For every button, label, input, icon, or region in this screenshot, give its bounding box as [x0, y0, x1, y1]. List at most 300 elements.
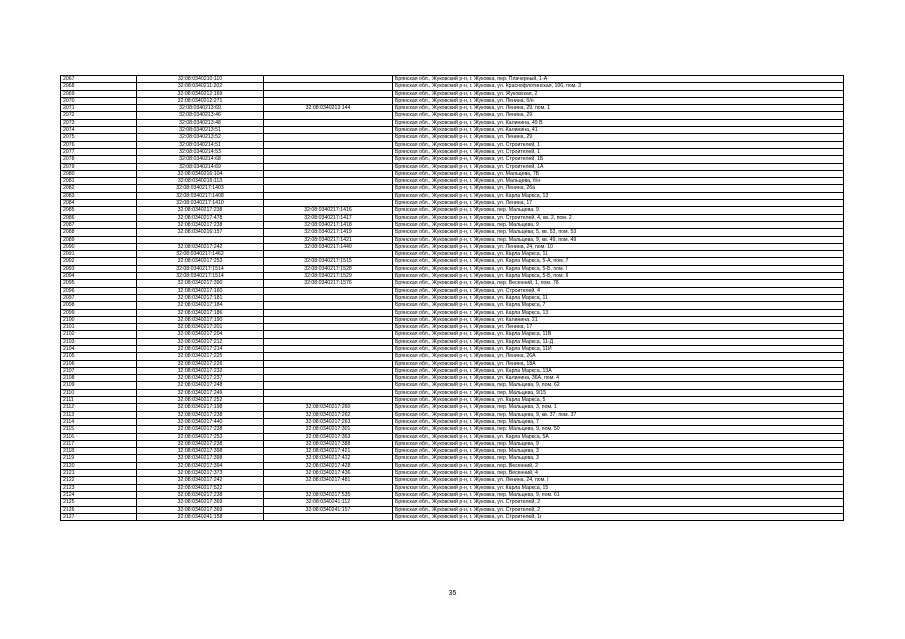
table-row	[61, 170, 844, 177]
cadastral-number-cell: 32:08:0340217:237	[137, 375, 264, 382]
table-row	[61, 499, 844, 506]
address-cell: Брянская обл., Жуковский р-н, г. Жуковка, ул. Ленина, 24, пом. I	[393, 477, 844, 484]
row-number-cell: 2068	[61, 83, 137, 90]
cadastral-number-cell: 32:08:0340214:69	[137, 163, 264, 170]
cadastral-number-cell: 32:08:0340217:1410	[137, 200, 264, 207]
cadastral-number-cell: 32:08:0340217:242	[137, 243, 264, 250]
table-row	[61, 484, 844, 491]
sub-object-number-cell	[264, 119, 393, 126]
table-row	[61, 127, 844, 134]
row-number-cell: 2098	[61, 302, 137, 309]
sub-object-number-cell: 32:08:0340217:1440	[264, 243, 393, 250]
table-row	[61, 90, 844, 97]
sub-object-number-cell: 32:08:0340217:1419	[264, 229, 393, 236]
sub-object-number-cell	[264, 375, 393, 382]
address-cell: Брянская обл., Жуковский р-н, г. Жуковка, ул. Карла Маркса, 13	[393, 192, 844, 199]
row-number-cell: 2089	[61, 236, 137, 243]
address-cell: Брянская обл., Жуковский р-н, г. Жуковка, ул. Карла Маркса, 7	[393, 302, 844, 309]
sub-object-number-cell	[264, 484, 393, 491]
cadastral-number-cell: 32:08:0340217:238	[137, 426, 264, 433]
address-cell: Брянская обл., Жуковский р-н, г. Жуковка, ул. Карла Маркса, 5-А, пом. 7	[393, 258, 844, 265]
sub-object-number-cell	[264, 163, 393, 170]
sub-object-number-cell	[264, 389, 393, 396]
table-row	[61, 433, 844, 440]
sub-object-number-cell	[264, 134, 393, 141]
row-number-cell: 2093	[61, 265, 137, 272]
row-number-cell: 2074	[61, 127, 137, 134]
address-cell: Брянская обл., Жуковский р-н, г. Жуковка, ул. Карла Маркса, 11	[393, 294, 844, 301]
sub-object-number-cell	[264, 331, 393, 338]
table-row	[61, 491, 844, 498]
row-number-cell: 2087	[61, 221, 137, 228]
row-number-cell: 2124	[61, 491, 137, 498]
row-number-cell: 2123	[61, 484, 137, 491]
sub-object-number-cell	[264, 513, 393, 520]
row-number-cell: 2125	[61, 499, 137, 506]
row-number-cell: 2085	[61, 207, 137, 214]
row-number-cell: 2108	[61, 375, 137, 382]
cadastral-number-cell: 32:08:0340217:1403	[137, 185, 264, 192]
sub-object-number-cell	[264, 192, 393, 199]
table-row	[61, 97, 844, 104]
row-number-cell: 2102	[61, 331, 137, 338]
address-cell: Брянская обл., Жуковский р-н, г. Жуковка, ул. Ленина, 29	[393, 134, 844, 141]
sub-object-number-cell: 32:08:0340217:1418	[264, 221, 393, 228]
sub-object-number-cell	[264, 397, 393, 404]
address-cell: Брянская обл., Жуковский р-н, г. Жуковка, пер. Мальцева, 9	[393, 221, 844, 228]
row-number-cell: 2067	[61, 76, 137, 83]
address-cell: Брянская обл., Жуковский р-н, г. Жуковка, пер. Мальцева, 5, кв. 53, пом. 53	[393, 229, 844, 236]
cadastral-number-cell: 32:08:0340214:68	[137, 156, 264, 163]
table-row	[61, 294, 844, 301]
table-row	[61, 105, 844, 112]
row-number-cell: 2114	[61, 418, 137, 425]
sub-object-number-cell: 32:08:0340217:421	[264, 448, 393, 455]
table-row	[61, 367, 844, 374]
sub-object-number-cell	[264, 360, 393, 367]
cadastral-number-cell: 32:08:0340217:398	[137, 455, 264, 462]
table-row	[61, 397, 844, 404]
row-number-cell: 2070	[61, 97, 137, 104]
cadastral-number-cell: 32:08:0340217:225	[137, 353, 264, 360]
sub-object-number-cell	[264, 141, 393, 148]
address-cell: Брянская обл., Жуковский р-н, г. Жуковка, ул. Ленина, 26А	[393, 353, 844, 360]
cadastral-number-cell: 32:08:0340217:369	[137, 506, 264, 513]
cadastral-number-cell: 32:08:0340214:51	[137, 141, 264, 148]
sub-object-number-cell	[264, 324, 393, 331]
cadastral-number-cell: 32:08:0340217:232	[137, 367, 264, 374]
address-cell: Брянская обл., Жуковский р-н, г. Жуковка, пер. Весенний, 2	[393, 462, 844, 469]
sub-object-number-cell	[264, 251, 393, 258]
sub-object-number-cell: 32:08:0340217:1515	[264, 258, 393, 265]
cadastral-number-cell: 32:08:0340241:158	[137, 513, 264, 520]
cadastral-number-cell: 32:08:0340217:390	[137, 280, 264, 287]
sub-object-number-cell: 32:08:0340217:1529	[264, 273, 393, 280]
sub-object-number-cell	[264, 200, 393, 207]
row-number-cell: 2122	[61, 477, 137, 484]
row-number-cell: 2092	[61, 258, 137, 265]
row-number-cell: 2096	[61, 287, 137, 294]
address-cell: Брянская обл., Жуковский р-н, г. Жуковка, пер. Мальцева, 9, пом. 62	[393, 382, 844, 389]
sub-object-number-cell	[264, 345, 393, 352]
address-cell: Брянская обл., Жуковский р-н, г. Жуковка, ул. Ленина, 17	[393, 324, 844, 331]
cadastral-number-cell: 32:08:0340217:522	[137, 484, 264, 491]
cadastral-number-cell: 32:08:0340213:69	[137, 105, 264, 112]
table-row	[61, 302, 844, 309]
sub-object-number-cell	[264, 185, 393, 192]
table-row	[61, 338, 844, 345]
cadastral-number-cell: 32:08:0340217:369	[137, 499, 264, 506]
table-row	[61, 221, 844, 228]
table-row	[61, 331, 844, 338]
sub-object-number-cell	[264, 316, 393, 323]
sub-object-number-cell	[264, 353, 393, 360]
cadastral-number-cell: 32:08:0340217:186	[137, 309, 264, 316]
cadastral-number-cell: 32:08:0340217:252	[137, 397, 264, 404]
sub-object-number-cell	[264, 302, 393, 309]
cadastral-number-cell: 32:08:0340213:46	[137, 112, 264, 119]
row-number-cell: 2095	[61, 280, 137, 287]
cadastral-number-cell: 32:08:0340217:201	[137, 324, 264, 331]
row-number-cell: 2121	[61, 470, 137, 477]
table-row	[61, 287, 844, 294]
cadastral-number-cell: 32:08:0340213:52	[137, 134, 264, 141]
row-number-cell: 2084	[61, 200, 137, 207]
table-row	[61, 163, 844, 170]
address-cell: Брянская обл., Жуковский р-н, г. Жуковка, ул. Строителей, 1г	[393, 513, 844, 520]
cadastral-number-cell: 32:08:0340217:440	[137, 418, 264, 425]
table-row	[61, 382, 844, 389]
cadastral-number-cell	[137, 236, 264, 243]
row-number-cell: 2111	[61, 397, 137, 404]
table-row	[61, 148, 844, 155]
address-cell: Брянская обл., Жуковский р-н, г. Жуковка, ул. Карла Маркса, 11-Д	[393, 338, 844, 345]
table-row	[61, 360, 844, 367]
cadastral-number-cell: 32:08:0340217:212	[137, 338, 264, 345]
address-cell: Брянская обл., Жуковский р-н, г. Жуковка, ул. Ленина, б/н	[393, 97, 844, 104]
row-number-cell: 2076	[61, 141, 137, 148]
table-row	[61, 462, 844, 469]
table-row	[61, 316, 844, 323]
table-row	[61, 83, 844, 90]
cadastral-number-cell: 32:08:0340217:238	[137, 207, 264, 214]
row-number-cell: 2082	[61, 185, 137, 192]
cadastral-number-cell: 32:08:0340217:238	[137, 411, 264, 418]
address-cell: Брянская обл., Жуковский р-н, г. Жуковка, ул. Строителей, 1	[393, 148, 844, 155]
sub-object-number-cell: 32:08:0340217:422	[264, 455, 393, 462]
address-cell: Брянская обл., Жуковский р-н, г. Жуковка, ул. Калинина, 21	[393, 316, 844, 323]
table-row	[61, 178, 844, 185]
cadastral-number-cell: 32:08:0340217:160	[137, 287, 264, 294]
table-row	[61, 506, 844, 513]
row-number-cell: 2105	[61, 353, 137, 360]
sub-object-number-cell: 32:08:0340217:481	[264, 477, 393, 484]
sub-object-number-cell: 32:08:0340217:388	[264, 440, 393, 447]
table-row	[61, 404, 844, 411]
table-row	[61, 389, 844, 396]
cadastral-number-cell: 32:08:0340217:253	[137, 433, 264, 440]
address-cell: Брянская обл., Жуковский р-н, г. Жуковка, ул. Ленина, 26а	[393, 185, 844, 192]
row-number-cell: 2104	[61, 345, 137, 352]
cadastral-number-cell: 32:08:0340217:238	[137, 221, 264, 228]
sub-object-number-cell: 32:08:0340213:144	[264, 105, 393, 112]
table-row	[61, 141, 844, 148]
address-cell: Брянская обл., Жуковский р-н, г. Жуковка, пер. Мальцева, 7	[393, 418, 844, 425]
table-row	[61, 112, 844, 119]
table-row	[61, 134, 844, 141]
row-number-cell: 2112	[61, 404, 137, 411]
cadastral-number-cell: 32:08:0340217:253	[137, 258, 264, 265]
cadastral-number-cell: 32:08:0340217:184	[137, 302, 264, 309]
address-cell: Брянская обл., Жуковский р-н, г. Жуковка, ул. Строителей, 2	[393, 499, 844, 506]
row-number-cell: 2069	[61, 90, 137, 97]
table-row	[61, 353, 844, 360]
table-row	[61, 477, 844, 484]
row-number-cell: 2099	[61, 309, 137, 316]
sub-object-number-cell	[264, 112, 393, 119]
sub-object-number-cell: 32:08:0340217:301	[264, 426, 393, 433]
sub-object-number-cell	[264, 83, 393, 90]
address-cell: Брянская обл., Жуковский р-н, г. Жуковка, ул. Жуковская, 2	[393, 90, 844, 97]
table-row	[61, 192, 844, 199]
cadastral-number-cell: 32:08:0340217:1514	[137, 273, 264, 280]
sub-object-number-cell	[264, 178, 393, 185]
cadastral-number-cell: 32:08:0340213:51	[137, 127, 264, 134]
table-row	[61, 426, 844, 433]
sub-object-number-cell: 32:08:0340241:157	[264, 506, 393, 513]
address-cell: Брянская обл., Жуковский р-н, г. Жуковка, ул. Карла Маркса, 13	[393, 309, 844, 316]
table-row	[61, 258, 844, 265]
table-row	[61, 418, 844, 425]
cadastral-number-cell: 32:08:0340211:202	[137, 83, 264, 90]
cadastral-number-cell: 32:08:0340214:53	[137, 148, 264, 155]
table-row	[61, 273, 844, 280]
table-row	[61, 513, 844, 520]
address-cell: Брянская обл., Жуковский р-н, г. Жуковка, ул. Строителей, 4	[393, 287, 844, 294]
address-cell: Брянская обл., Жуковский р-н, г. Жуковка, ул. Строителей, 4, кв. 2, пом. 2	[393, 214, 844, 221]
cadastral-number-cell: 32:08:0340217:238	[137, 491, 264, 498]
row-number-cell: 2072	[61, 112, 137, 119]
cadastral-number-cell: 32:08:0340217:190	[137, 316, 264, 323]
cadastral-number-cell: 32:08:0340213:48	[137, 119, 264, 126]
sub-object-number-cell: 32:08:0340217:1416	[264, 207, 393, 214]
sub-object-number-cell: 32:08:0340217:260	[264, 404, 393, 411]
sub-object-number-cell	[264, 90, 393, 97]
address-cell: Брянская обл., Жуковский р-н, г. Жуковка, ул. Карла Маркса, 11И	[393, 345, 844, 352]
table-row	[61, 448, 844, 455]
address-cell: Брянская обл., Жуковский р-н, г. Жуковка, пер. Весенний, 4	[393, 470, 844, 477]
table-row	[61, 375, 844, 382]
sub-object-number-cell	[264, 170, 393, 177]
row-number-cell: 2075	[61, 134, 137, 141]
table-row	[61, 280, 844, 287]
address-cell: Брянская обл., Жуковский р-н, г. Жуковка, пер. Мальцева, 9/15	[393, 389, 844, 396]
row-number-cell: 2120	[61, 462, 137, 469]
row-number-cell: 2090	[61, 243, 137, 250]
address-cell: Брянская обл., Жуковский р-н, г. Жуковка, пер. Мальцева, 3, пом. 1	[393, 404, 844, 411]
address-cell: Брянская обл., Жуковский р-н, г. Жуковка, пер. Мальцева, 9	[393, 440, 844, 447]
sub-object-number-cell	[264, 367, 393, 374]
row-number-cell: 2106	[61, 360, 137, 367]
address-cell: Брянская обл., Жуковский р-н, г. Жуковка, ул. Строителей, 1	[393, 141, 844, 148]
table-row	[61, 411, 844, 418]
address-cell: Брянская обл., Жуковский р-н, г. Жуковка, ул. Строителей, 2	[393, 506, 844, 513]
address-cell: Брянская обл., Жуковский р-н, г. Жуковка, ул. Ленина, 24, пом. 10	[393, 243, 844, 250]
cadastral-number-cell: 32:08:0340217:1408	[137, 192, 264, 199]
cadastral-number-cell: 32:08:0340212:169	[137, 90, 264, 97]
row-number-cell: 2083	[61, 192, 137, 199]
row-number-cell: 2109	[61, 382, 137, 389]
table-row	[61, 455, 844, 462]
sub-object-number-cell	[264, 294, 393, 301]
row-number-cell: 2097	[61, 294, 137, 301]
cadastral-number-cell: 32:08:0340216:157	[137, 229, 264, 236]
cadastral-number-cell: 32:08:0340217:1514	[137, 265, 264, 272]
row-number-cell: 2071	[61, 105, 137, 112]
cadastral-number-cell: 32:08:0340216:104	[137, 170, 264, 177]
row-number-cell: 2103	[61, 338, 137, 345]
row-number-cell: 2086	[61, 214, 137, 221]
address-cell: Брянская обл., Жуковский р-н, г. Жуковка, ул. Карла Маркса, 5-Б, пом. I	[393, 265, 844, 272]
cadastral-number-cell: 32:08:0340217:198	[137, 404, 264, 411]
sub-object-number-cell: 32:08:0340217:1576	[264, 280, 393, 287]
address-cell: Брянская обл., Жуковский р-н, г. Жуковка, пер. Мальцева, 9	[393, 207, 844, 214]
row-number-cell: 2115	[61, 426, 137, 433]
sub-object-number-cell: 32:08:0340217:1421	[264, 236, 393, 243]
cadastral-number-cell: 32:08:0340210:110	[137, 76, 264, 83]
row-number-cell: 2101	[61, 324, 137, 331]
row-number-cell: 2119	[61, 455, 137, 462]
table-row	[61, 207, 844, 214]
sub-object-number-cell	[264, 148, 393, 155]
row-number-cell: 2107	[61, 367, 137, 374]
sub-object-number-cell	[264, 97, 393, 104]
row-number-cell: 2118	[61, 448, 137, 455]
sub-object-number-cell: 32:08:0340217:363	[264, 433, 393, 440]
cadastral-number-cell: 32:08:0340217:181	[137, 294, 264, 301]
table-row	[61, 345, 844, 352]
address-cell: Брянская обл., Жуковский р-н, г. Жуковка, ул. Ленина, 17	[393, 200, 844, 207]
register-table-body	[61, 76, 844, 521]
address-cell: Брянская обл., Жуковский р-н, г. Жуковка, ул. Ленина, 18А	[393, 360, 844, 367]
address-cell: Брянская обл., Жуковский р-н, г. Жуковка, ул. Карла Маркса, 13А	[393, 367, 844, 374]
table-row	[61, 119, 844, 126]
cadastral-number-cell: 32:08:0340217:238	[137, 440, 264, 447]
sub-object-number-cell	[264, 287, 393, 294]
address-cell: Брянская обл., Жуковский р-н, г. Жуковка, пер. Плачерный, 1-А	[393, 76, 844, 83]
table-row	[61, 309, 844, 316]
row-number-cell: 2079	[61, 163, 137, 170]
table-row	[61, 251, 844, 258]
cadastral-number-cell: 32:08:0340212:271	[137, 97, 264, 104]
address-cell: Брянская обл., Жуковский р-н, г. Жуковка, ул. Ленина, 29, пом. 1	[393, 105, 844, 112]
cadastral-number-cell: 32:08:0340217:248	[137, 382, 264, 389]
sub-object-number-cell	[264, 309, 393, 316]
cadastral-number-cell: 32:08:0340217:398	[137, 448, 264, 455]
cadastral-number-cell: 32:08:0340217:1462	[137, 251, 264, 258]
sub-object-number-cell	[264, 382, 393, 389]
sub-object-number-cell: 32:08:0340217:535	[264, 491, 393, 498]
address-cell: Брянская обл., Жуковский р-н, г. Жуковка, ул. Краснофлотинская, 106, пом. 3	[393, 83, 844, 90]
cadastral-number-cell: 32:08:0340217:204	[137, 331, 264, 338]
table-row	[61, 243, 844, 250]
address-cell: Брянская обл., Жуковский р-н, г. Жуковка, пер. Весенний, 1, пом. 78	[393, 280, 844, 287]
sub-object-number-cell: 32:08:0340217:1528	[264, 265, 393, 272]
row-number-cell: 2078	[61, 156, 137, 163]
address-cell: Брянская обл., Жуковский р-н, г. Жуковка, ул. Калинина, 49 В	[393, 119, 844, 126]
table-row	[61, 214, 844, 221]
row-number-cell: 2116	[61, 433, 137, 440]
row-number-cell: 2088	[61, 229, 137, 236]
table-row	[61, 156, 844, 163]
row-number-cell: 2126	[61, 506, 137, 513]
sub-object-number-cell: 32:08:0340217:436	[264, 470, 393, 477]
cadastral-number-cell: 32:08:0340217:226	[137, 360, 264, 367]
cadastral-number-cell: 32:08:0340217:394	[137, 462, 264, 469]
table-row	[61, 185, 844, 192]
address-cell: Брянская обл., Жуковский р-н, г. Жуковка, ул. Карла Маркса, 11	[393, 251, 844, 258]
row-number-cell: 2094	[61, 273, 137, 280]
sub-object-number-cell	[264, 127, 393, 134]
address-cell: Брянская обл., Жуковский р-н, г. Жуковка, ул. Мальцева, 7Б	[393, 170, 844, 177]
address-cell: Брянская обл., Жуковский р-н, г. Жуковка, ул. Карла Маркса, 15	[393, 484, 844, 491]
address-cell: Брянская обл., Жуковский р-н, г. Жуковка, ул. Карла Маркса, 5	[393, 397, 844, 404]
cadastral-number-cell: 32:08:0340216:113	[137, 178, 264, 185]
address-cell: Брянская обл., Жуковский р-н, г. Жуковка, пер. Мальцева, 3	[393, 455, 844, 462]
address-cell: Брянская обл., Жуковский р-н, г. Жуковка, ул. Карла Маркса, 5-Б, пом. II	[393, 273, 844, 280]
sub-object-number-cell: 32:08:0340217:263	[264, 418, 393, 425]
sub-object-number-cell: 32:08:0340241:112	[264, 499, 393, 506]
sub-object-number-cell: 32:08:0340217:1417	[264, 214, 393, 221]
address-cell: Брянская обл., Жуковский р-н, г. Жуковка, пер. Мальцева, 3	[393, 448, 844, 455]
address-cell: Брянская обл., Жуковский р-н, г. Жуковка, ул. Карла Маркса, 11В	[393, 331, 844, 338]
row-number-cell: 2081	[61, 178, 137, 185]
address-cell: Брянская обл., Жуковский р-н, г. Жуковка, ул. Ленина, 29	[393, 112, 844, 119]
sub-object-number-cell	[264, 338, 393, 345]
table-row	[61, 324, 844, 331]
cadastral-number-cell: 32:08:0340217:242	[137, 477, 264, 484]
address-cell: Брянская обл., Жуковский р-н, г. Жуковка, ул. Строителей, 1А	[393, 163, 844, 170]
address-cell: Брянская обл., Жуковский р-н, г. Жуковка, пер. Мальцева, 9, кв. 49, пом. 49	[393, 236, 844, 243]
row-number-cell: 2127	[61, 513, 137, 520]
table-row	[61, 440, 844, 447]
address-cell: Брянская обл., Жуковский р-н, г. Жуковка, пер. Мальцева, 9, пом. 50	[393, 426, 844, 433]
address-cell: Брянская обл., Жуковский р-н, г. Жуковка, пер. Мальцева, 9, кв. 37, пом. 37	[393, 411, 844, 418]
cadastral-number-cell: 32:08:0340217:478	[137, 214, 264, 221]
address-cell: Брянская обл., Жуковский р-н, г. Жуковка, ул. Мальцева, б/н	[393, 178, 844, 185]
row-number-cell: 2077	[61, 148, 137, 155]
sub-object-number-cell: 32:08:0340217:262	[264, 411, 393, 418]
table-row	[61, 200, 844, 207]
table-row	[61, 76, 844, 83]
cadastral-number-cell: 32:08:0340217:373	[137, 470, 264, 477]
table-row	[61, 265, 844, 272]
row-number-cell: 2117	[61, 440, 137, 447]
address-cell: Брянская обл., Жуковский р-н, г. Жуковка, ул. Строителей, 1Б	[393, 156, 844, 163]
row-number-cell: 2091	[61, 251, 137, 258]
address-cell: Брянская обл., Жуковский р-н, г. Жуковка, ул. Калинина, 36А, пом. 4	[393, 375, 844, 382]
row-number-cell: 2080	[61, 170, 137, 177]
row-number-cell: 2110	[61, 389, 137, 396]
cadastral-number-cell: 32:08:0340217:249	[137, 389, 264, 396]
table-row	[61, 229, 844, 236]
row-number-cell: 2073	[61, 119, 137, 126]
row-number-cell: 2100	[61, 316, 137, 323]
page-number: 35	[448, 590, 457, 597]
cadastral-number-cell: 32:08:0340217:214	[137, 345, 264, 352]
table-row	[61, 236, 844, 243]
table-row	[61, 470, 844, 477]
